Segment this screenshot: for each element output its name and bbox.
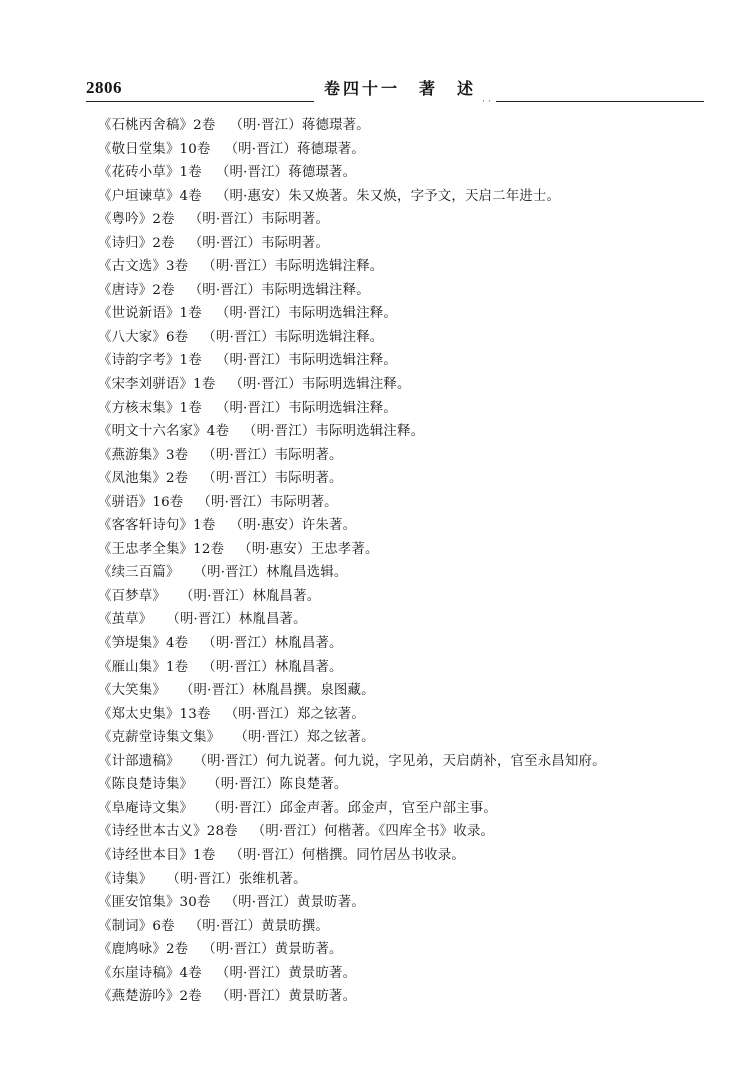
bibliography-entry: [98, 868, 702, 892]
entry-title: 《粤吟》2卷: [98, 212, 175, 228]
entry-note: （明·晋江）黄景昉著。: [215, 965, 357, 981]
entry-note: （明·晋江）林胤昌选辑。: [193, 565, 348, 581]
entry-title: 《诗经世本目》1卷: [98, 847, 216, 863]
running-title: 卷四十一 著 述: [324, 79, 477, 98]
entry-note: （明·晋江）韦际明著。: [188, 235, 330, 251]
entry-note: （明·晋江）韦际明选辑注释。: [188, 282, 370, 298]
entry-title: 《王忠孝全集》12卷: [98, 541, 225, 557]
bibliography-entry: [98, 208, 702, 232]
bibliography-entry: [98, 585, 702, 609]
bibliography-entry: [98, 561, 702, 585]
bibliography-entry: [98, 820, 702, 844]
entry-note: （明·晋江）林胤昌著。: [202, 659, 343, 675]
entry-note: （明·晋江）林胤昌撰。泉图藏。: [179, 683, 375, 699]
entry-note: （明·晋江）蒋德璟著。: [224, 141, 365, 157]
bibliography-entry: [98, 632, 702, 656]
entry-note: （明·晋江）林胤昌著。: [179, 588, 321, 604]
entry-note: （明·晋江）韦际明选辑注释。: [243, 424, 425, 440]
header-rule-right: [496, 101, 704, 102]
entry-note: （明·晋江）韦际明选辑注释。: [202, 259, 384, 275]
entry-title: 《世说新语》1卷: [98, 306, 202, 322]
entry-title: 《百梦草》: [98, 588, 166, 604]
bibliography-entry: [98, 138, 702, 162]
entry-note: （明·晋江）林胤昌著。: [166, 612, 307, 628]
entry-note: （明·晋江）何楷撰。同竹居丛书收录。: [229, 847, 465, 863]
entry-note: （明·晋江）韦际明著。: [202, 471, 343, 487]
entry-note: （明·晋江）蒋德璟著。: [215, 165, 357, 181]
entry-note: （明·晋江）何九说著。何九说，字见弟，天启荫补，官至永昌知府。: [193, 753, 606, 769]
entry-note: （明·晋江）郑之铉著。: [224, 706, 365, 722]
bibliography-entry: [98, 538, 702, 562]
bibliography-entry: [98, 255, 702, 279]
entry-title: 《鹿鸠咏》2卷: [98, 942, 189, 958]
entry-note: （明·晋江）张维机著。: [166, 871, 307, 887]
entry-note: （明·晋江）黄景昉著。: [202, 942, 343, 958]
entry-title: 《计部遗稿》: [98, 753, 180, 769]
bibliography-entry: [98, 679, 702, 703]
entry-note: （明·惠安）朱又焕著。朱又焕，字予文，天启二年进士。: [215, 188, 561, 204]
entry-note: （明·晋江）黄景昉著。: [224, 895, 365, 911]
entry-title: 《花砖小草》1卷: [98, 165, 202, 181]
entry-title: 《东崖诗稿》4卷: [98, 965, 202, 981]
entry-title: 《宋李刘骈语》1卷: [98, 377, 216, 393]
bibliography-entry: [98, 514, 702, 538]
entry-note: （明·晋江）何楷著。《四库全书》收录。: [251, 824, 495, 840]
entry-title: 《诗集》: [98, 871, 153, 887]
bibliography-entry: [98, 420, 702, 444]
bibliography-entry: [98, 608, 702, 632]
entry-title: 《大笑集》: [98, 683, 166, 699]
bibliography-entry: [98, 397, 702, 421]
entry-note: （明·惠安）许朱著。: [229, 518, 357, 534]
entry-note: （明·晋江）黄景昉著。: [215, 989, 357, 1005]
header-rule-left: [86, 101, 314, 102]
entry-title: 《茧草》: [98, 612, 153, 628]
bibliography-entry: [98, 326, 702, 350]
entry-note: （明·惠安）王忠孝著。: [238, 541, 379, 557]
entry-note: （明·晋江）韦际明著。: [188, 212, 330, 228]
bibliography-entry: [98, 302, 702, 326]
bibliography-entry: [98, 656, 702, 680]
bibliography-entry: [98, 444, 702, 468]
entry-title: 《八大家》6卷: [98, 329, 189, 345]
header-dot: ·: [482, 97, 485, 107]
entry-title: 《陈良楚诗集》: [98, 777, 194, 793]
page-header: [86, 74, 704, 107]
bibliography-entry: [98, 938, 702, 962]
bibliography-entry: [98, 891, 702, 915]
entry-title: 《骈语》16卷: [98, 494, 184, 510]
entry-title: 《燕楚游吟》2卷: [98, 989, 202, 1005]
entry-note: （明·晋江）黄景昉撰。: [188, 918, 330, 934]
header-dot: ·: [488, 97, 491, 107]
bibliography-entry: [98, 750, 702, 774]
bibliography-entry: [98, 279, 702, 303]
bibliography-entry: [98, 467, 702, 491]
entry-title: 《匪安馆集》30卷: [98, 895, 211, 911]
bibliography-entry: [98, 349, 702, 373]
entry-note: （明·晋江）邱金声著。邱金声，官至户部主事。: [207, 800, 497, 816]
entry-title: 《古文选》3卷: [98, 259, 189, 275]
entry-title: 《续三百篇》: [98, 565, 180, 581]
entry-title: 《笋堤集》4卷: [98, 636, 189, 652]
entry-title: 《方核末集》1卷: [98, 400, 202, 416]
entry-title: 《客客轩诗句》1卷: [98, 518, 216, 534]
bibliography-entry: [98, 844, 702, 868]
bibliography-entry: [98, 773, 702, 797]
bibliography-entry: [98, 985, 702, 1009]
entry-note: （明·晋江）韦际明选辑注释。: [215, 353, 397, 369]
entry-title: 《敬日堂集》10卷: [98, 141, 211, 157]
entry-title: 《户垣谏草》4卷: [98, 188, 202, 204]
page-number: 2806: [86, 78, 122, 97]
entry-title: 《唐诗》2卷: [98, 282, 175, 298]
entry-note: （明·晋江）韦际明选辑注释。: [229, 377, 411, 393]
entry-title: 《克薪堂诗集文集》: [98, 730, 221, 746]
bibliography-entry: [98, 726, 702, 750]
entry-title: 《明文十六名家》4卷: [98, 424, 230, 440]
bibliography-entry: [98, 797, 702, 821]
entry-note: （明·晋江）韦际明著。: [197, 494, 338, 510]
entry-note: （明·晋江）郑之铉著。: [234, 730, 375, 746]
bibliography-entry: [98, 491, 702, 515]
bibliography-entry: [98, 114, 702, 138]
entry-title: 《郑太史集》13卷: [98, 706, 211, 722]
bibliography-entry: [98, 962, 702, 986]
entry-title: 《雁山集》1卷: [98, 659, 189, 675]
entry-title: 《制词》6卷: [98, 918, 175, 934]
entry-title: 《燕游集》3卷: [98, 447, 189, 463]
entry-title: 《阜庵诗文集》: [98, 800, 194, 816]
entry-note: （明·晋江）韦际明选辑注释。: [202, 329, 384, 345]
bibliography-entry: [98, 232, 702, 256]
entry-note: （明·晋江）陈良楚著。: [207, 777, 348, 793]
bibliography-entry: [98, 185, 702, 209]
entry-title: 《诗经世本古义》28卷: [98, 824, 238, 840]
bibliography-entry: [98, 373, 702, 397]
bibliography-entry: [98, 915, 702, 939]
entry-note: （明·晋江）韦际明选辑注释。: [215, 306, 397, 322]
entry-title: 《诗归》2卷: [98, 235, 175, 251]
entry-note: （明·晋江）蒋德璟著。: [229, 118, 370, 133]
entry-title: 《石桃丙舍稿》2卷: [98, 118, 216, 133]
entry-note: （明·晋江）韦际明著。: [202, 447, 343, 463]
entry-title: 《诗韵字考》1卷: [98, 353, 202, 369]
entry-title: 《凤池集》2卷: [98, 471, 189, 487]
bibliography-entry: [98, 703, 702, 727]
bibliography-entry: [98, 161, 702, 185]
bibliography-list: [98, 114, 702, 1009]
entry-note: （明·晋江）韦际明选辑注释。: [215, 400, 397, 416]
entry-note: （明·晋江）林胤昌著。: [202, 636, 343, 652]
